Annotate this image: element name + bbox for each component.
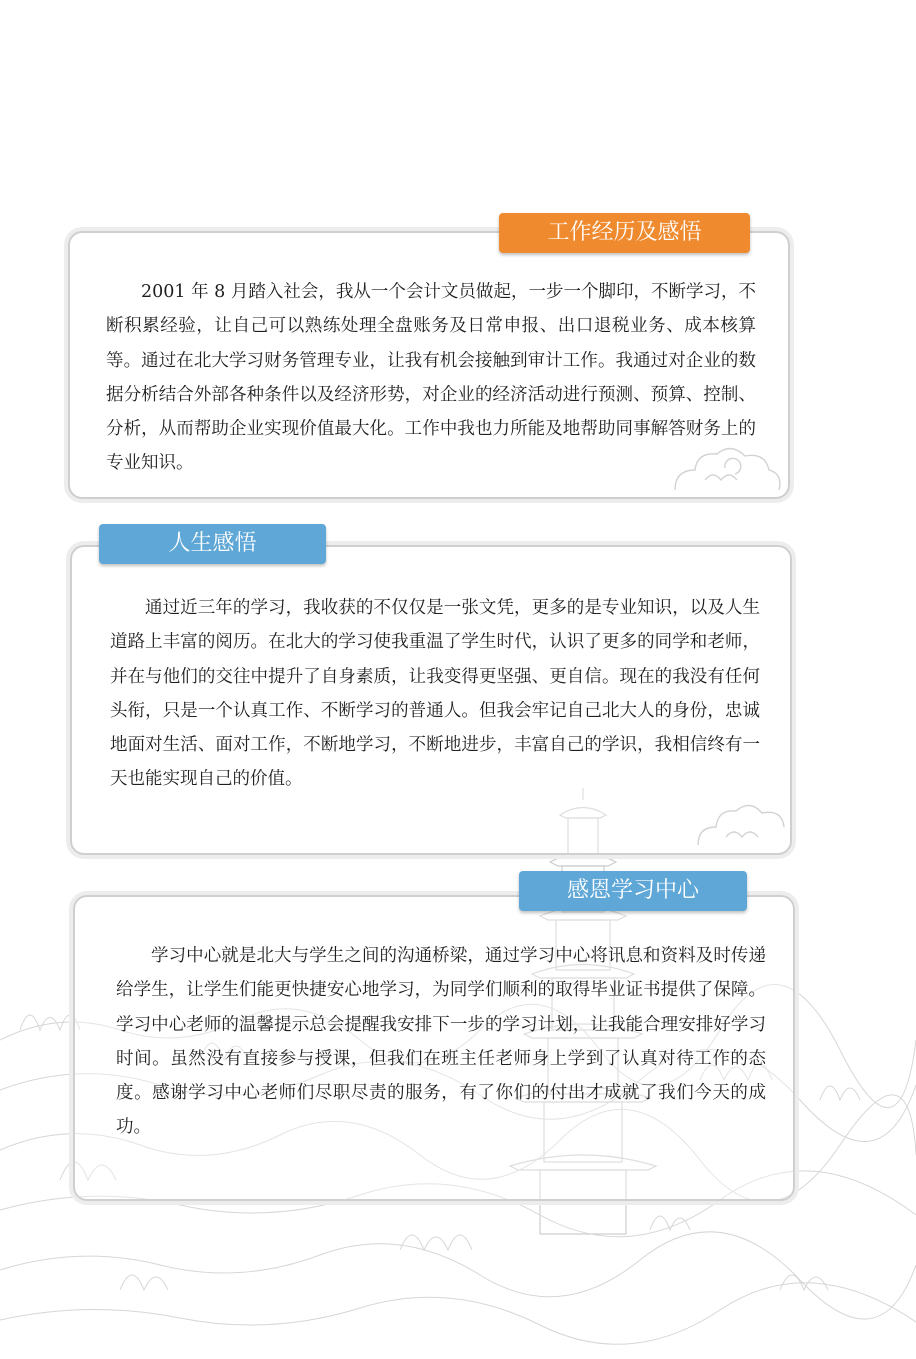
heading-life-reflection: 人生感悟 [99,524,326,564]
paragraph-gratitude: 学习中心就是北大与学生之间的沟通桥梁，通过学习中心将讯息和资料及时传递给学生，让学生们能更快捷安心地学习，为同学们顺利的取得毕业证书提供了保障。学习中心老师的温馨提示总会提醒我安排下一步的学习计划，让我能合理安排好学习时间。虽然没有直接参与授课，但我们在班主任老师身上学到了认真对待工作的态度。感谢学习中心老师们尽职尽责的服务，有了你们的付出才成就了我们今天的成功。 [116,946,766,1138]
paragraph-life-reflection: 通过近三年的学习，我收获的不仅仅是一张文凭，更多的是专业知识，以及人生道路上丰富的阅历。在北大的学习使我重温了学生时代，认识了更多的同学和老师，并在与他们的交往中提升了自身素质，让我变得更坚强、更自信。现在的我没有任何头衔，只是一个认真工作、不断学习的普通人。但我会牢记自己北大人的身份，忠诚地面对生活、面对工作，不断地学习，不断地进步，丰富自己的学识，我相信终有一天也能实现自己的价值。 [110,598,760,790]
auspicious-cloud-icon [690,795,790,851]
paragraph-work-experience: 2001 年 8 月踏入社会，我从一个会计文员做起，一步一个脚印，不断学习，不断积累经验，让自己可以熟练处理全盘账务及日常申报、出口退税业务、成本核算等。通过在北大学习财务管理专业，让我有机会接触到审计工作。我通过对企业的数据分析结合外部各种条件以及经济形势，对企业的经济活动进行预测、预算、控制、分析，从而帮助企业实现价值最大化。工作中我也力所能及地帮助同事解答财务上的专业知识。 [106,282,756,474]
heading-gratitude: 感恩学习中心 [519,871,747,911]
heading-work-experience: 工作经历及感悟 [499,213,750,253]
